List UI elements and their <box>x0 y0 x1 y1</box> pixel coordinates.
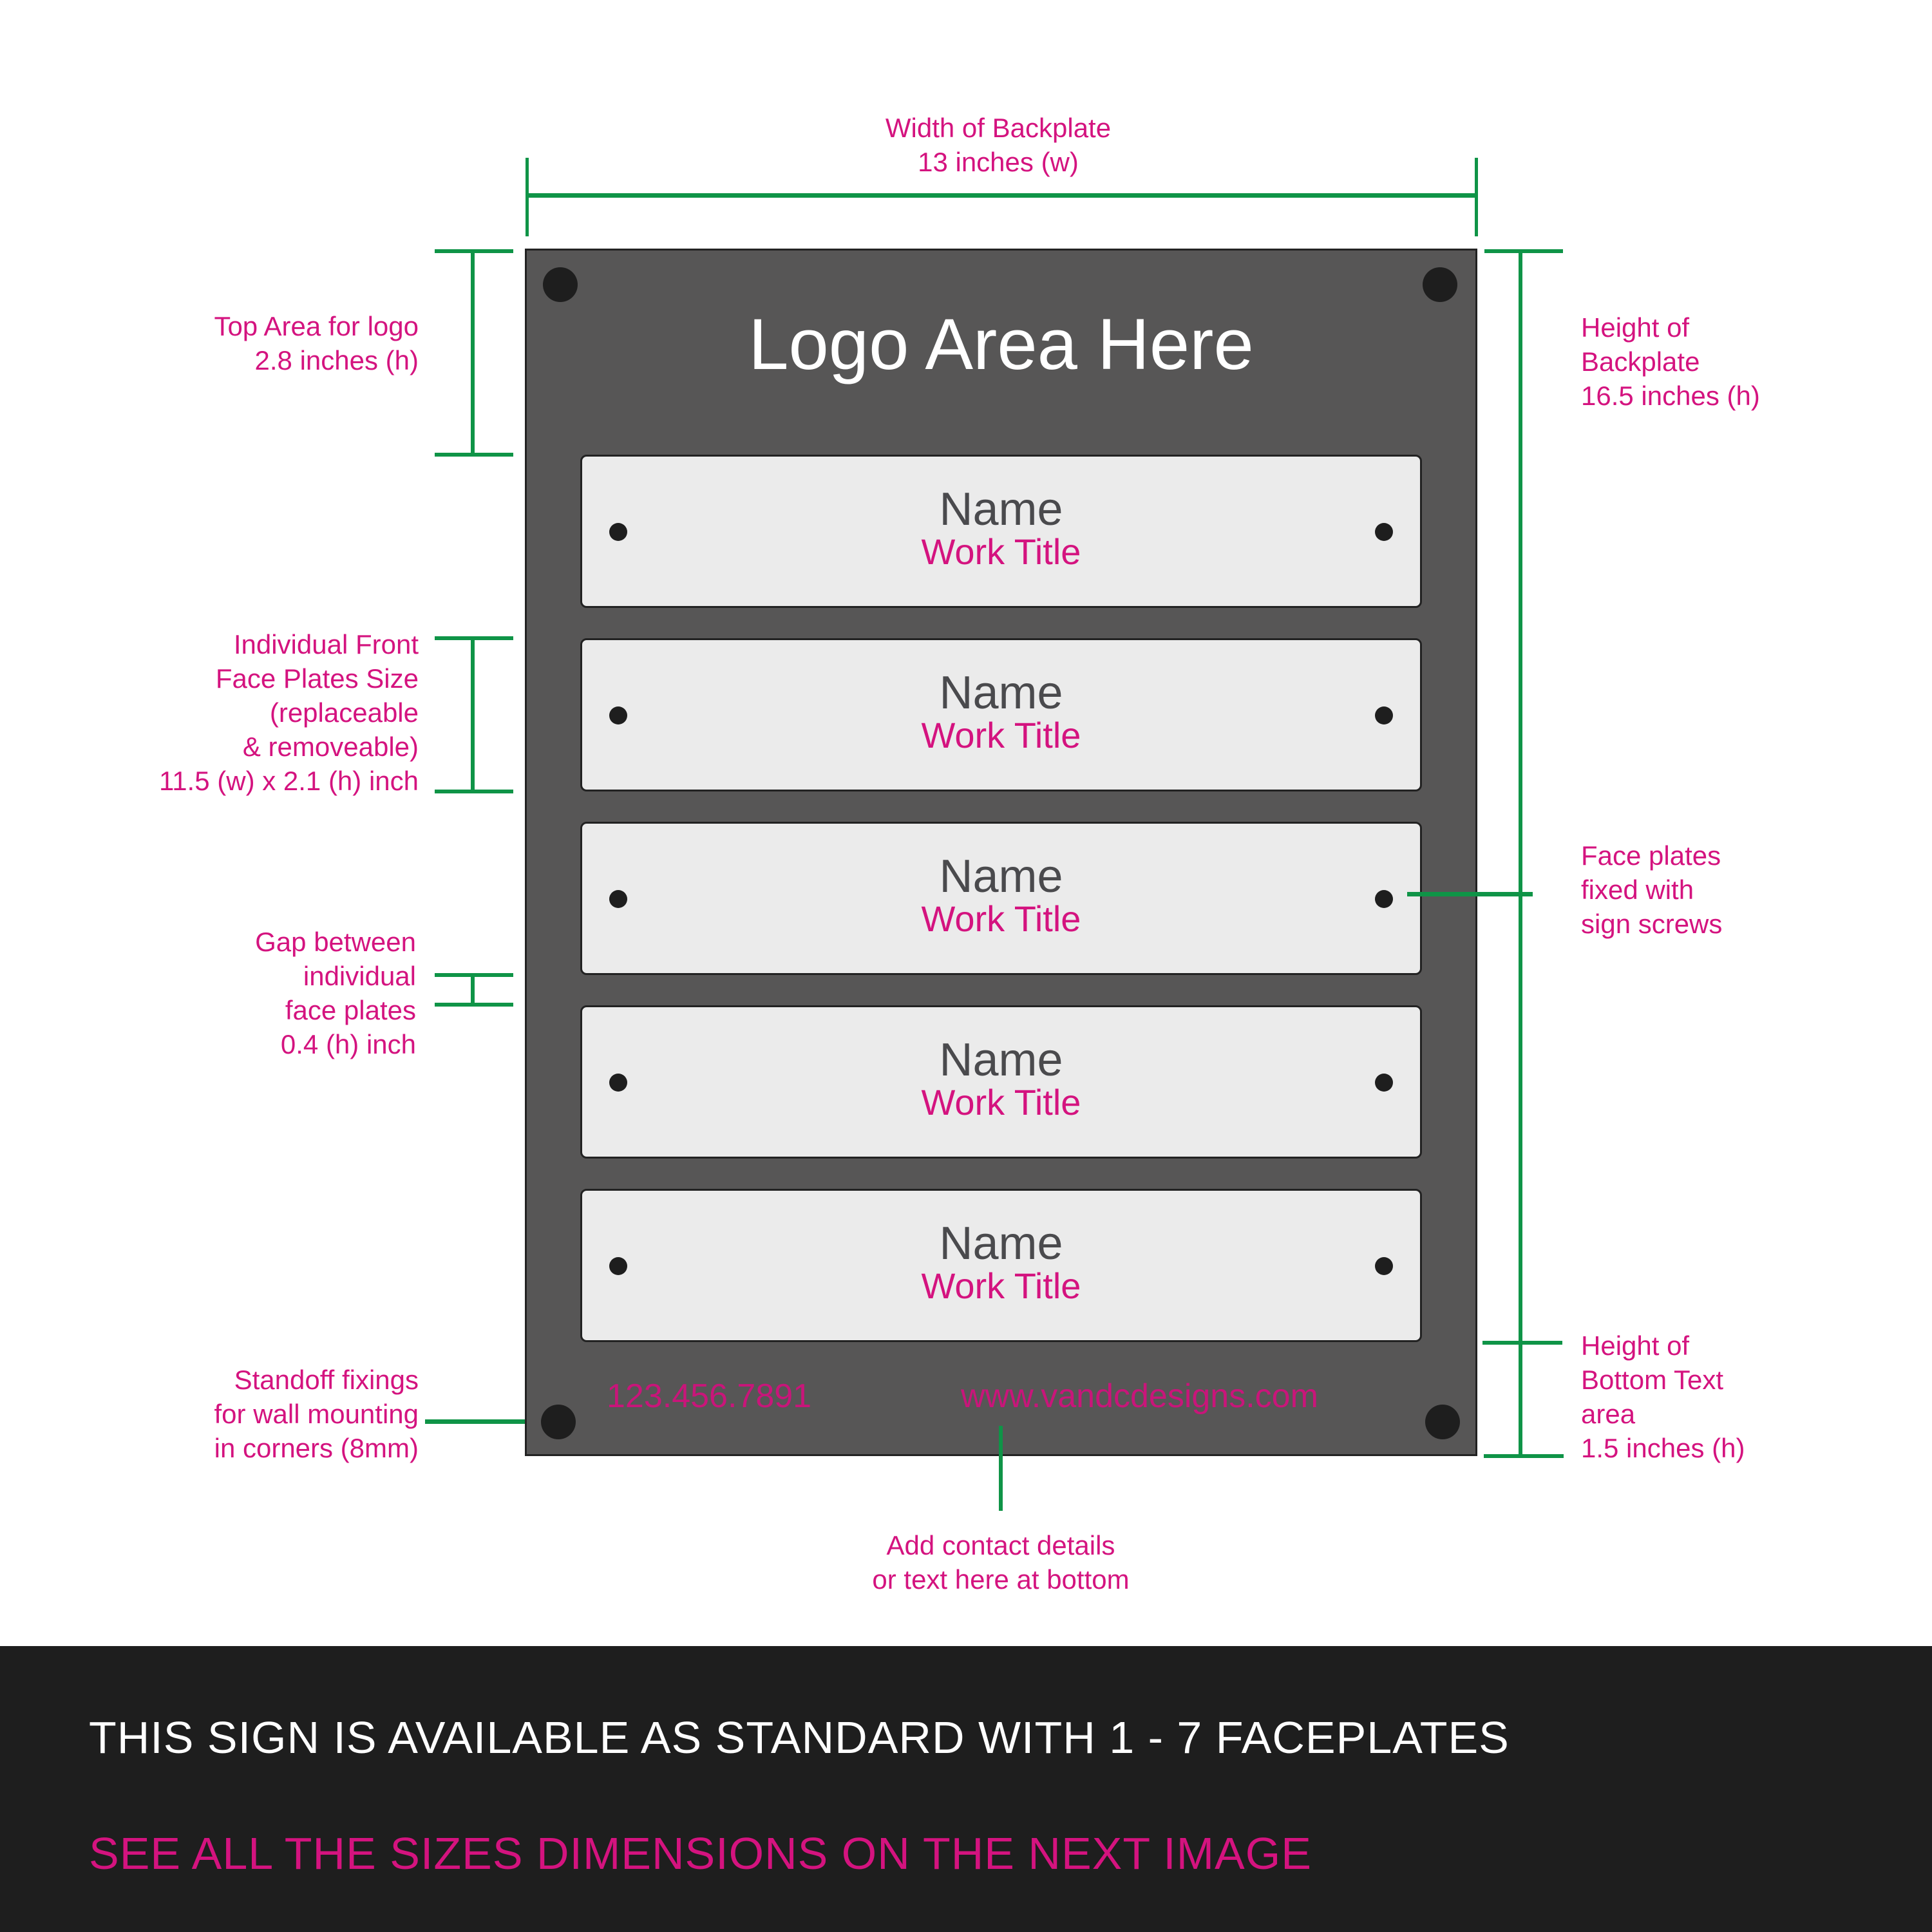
width-annotation <box>773 111 1224 179</box>
faceplate-4 <box>580 1005 1422 1159</box>
gap-line-4: 0.4 (h) inch <box>280 1029 416 1059</box>
faceplate-size-line-1: Individual Front <box>233 629 419 659</box>
height-tick-bottom <box>1484 1454 1564 1458</box>
bottom-area-line-3: area <box>1581 1399 1636 1429</box>
faceplate-size-tick-bottom <box>435 790 513 793</box>
bottom-area-tick-top <box>1482 1341 1562 1345</box>
height-annotation <box>1581 310 1852 413</box>
screws-leader-line <box>1407 892 1533 896</box>
phone-number: 123.456.7891 <box>607 1378 812 1415</box>
screws-line-2: fixed with <box>1581 875 1694 905</box>
gap-tick-bottom <box>435 1003 513 1007</box>
height-line-3: 16.5 inches (h) <box>1581 381 1760 411</box>
contact-annotation <box>775 1528 1226 1596</box>
top-area-value: 2.8 inches (h) <box>254 345 419 375</box>
faceplate-size-line-4: & removeable) <box>242 732 419 762</box>
gap-line-1: Gap between <box>255 927 416 957</box>
gap-line-3: face plates <box>285 995 416 1025</box>
top-area-dimension-line <box>471 251 475 455</box>
faceplate-name: Name <box>939 484 1063 535</box>
faceplate-1 <box>580 455 1422 608</box>
bottom-area-line-4: 1.5 inches (h) <box>1581 1433 1745 1463</box>
faceplate-size-line-2: Face Plates Size <box>215 663 419 694</box>
height-line-2: Backplate <box>1581 346 1700 377</box>
contact-line-2: or text here at bottom <box>872 1564 1130 1595</box>
website-url: www.vandcdesigns.com <box>961 1378 1318 1415</box>
gap-dimension-line <box>471 975 475 1005</box>
faceplate-size-line-5: 11.5 (w) x 2.1 (h) inch <box>158 766 419 796</box>
top-area-label: Top Area for logo <box>214 311 419 341</box>
top-area-tick-bottom <box>435 453 513 457</box>
height-line-1: Height of <box>1581 312 1690 343</box>
bottom-area-line-1: Height of <box>1581 1331 1690 1361</box>
faceplate-name: Name <box>939 667 1063 719</box>
standoff-line-1: Standoff fixings <box>234 1365 419 1395</box>
faceplate-size-line-3: (replaceable <box>269 697 419 728</box>
width-tick-left <box>526 158 529 236</box>
screws-annotation <box>1581 838 1839 941</box>
contact-leader-line <box>999 1426 1003 1511</box>
banner-availability-text: THIS SIGN IS AVAILABLE AS STANDARD WITH 1 - 7 FACEPLATES <box>89 1712 1510 1763</box>
banner-next-image-text: SEE ALL THE SIZES DIMENSIONS ON THE NEXT IMAGE <box>89 1828 1312 1879</box>
faceplate-name: Name <box>939 1218 1063 1269</box>
faceplate-title: Work Title <box>921 715 1081 755</box>
faceplate-3 <box>580 822 1422 975</box>
standoff-line-2: for wall mounting <box>214 1399 419 1429</box>
gap-annotation <box>97 925 416 1061</box>
faceplate-name: Name <box>939 851 1063 902</box>
screws-line-1: Face plates <box>1581 840 1721 871</box>
top-area-annotation <box>97 309 419 377</box>
contact-line-1: Add contact details <box>886 1530 1115 1560</box>
info-banner <box>0 1646 1932 1932</box>
width-value: 13 inches (w) <box>918 147 1079 177</box>
faceplate-title: Work Title <box>921 531 1081 572</box>
faceplate-title: Work Title <box>921 1082 1081 1122</box>
screws-line-3: sign screws <box>1581 909 1723 939</box>
faceplate-2 <box>580 638 1422 791</box>
faceplate-5 <box>580 1189 1422 1342</box>
height-dimension-line <box>1519 251 1522 1457</box>
width-tick-right <box>1475 158 1478 236</box>
faceplate-size-annotation <box>64 627 419 798</box>
standoff-screw-bottom-left-icon <box>541 1405 576 1439</box>
standoff-screw-top-left-icon <box>543 267 578 302</box>
standoff-line-3: in corners (8mm) <box>214 1433 419 1463</box>
faceplate-title: Work Title <box>921 1265 1081 1306</box>
faceplate-name: Name <box>939 1034 1063 1086</box>
standoff-screw-top-right-icon <box>1423 267 1457 302</box>
gap-line-2: individual <box>303 961 416 991</box>
faceplate-size-dimension-line <box>471 638 475 791</box>
bottom-area-annotation <box>1581 1329 1852 1465</box>
height-tick-top <box>1484 249 1563 253</box>
standoff-annotation <box>97 1363 419 1465</box>
faceplate-title: Work Title <box>921 898 1081 939</box>
width-label: Width of Backplate <box>885 113 1112 143</box>
logo-area-text: Logo Area Here <box>748 304 1254 384</box>
standoff-screw-bottom-right-icon <box>1425 1405 1460 1439</box>
bottom-area-line-2: Bottom Text <box>1581 1365 1723 1395</box>
width-dimension-line <box>527 193 1477 198</box>
